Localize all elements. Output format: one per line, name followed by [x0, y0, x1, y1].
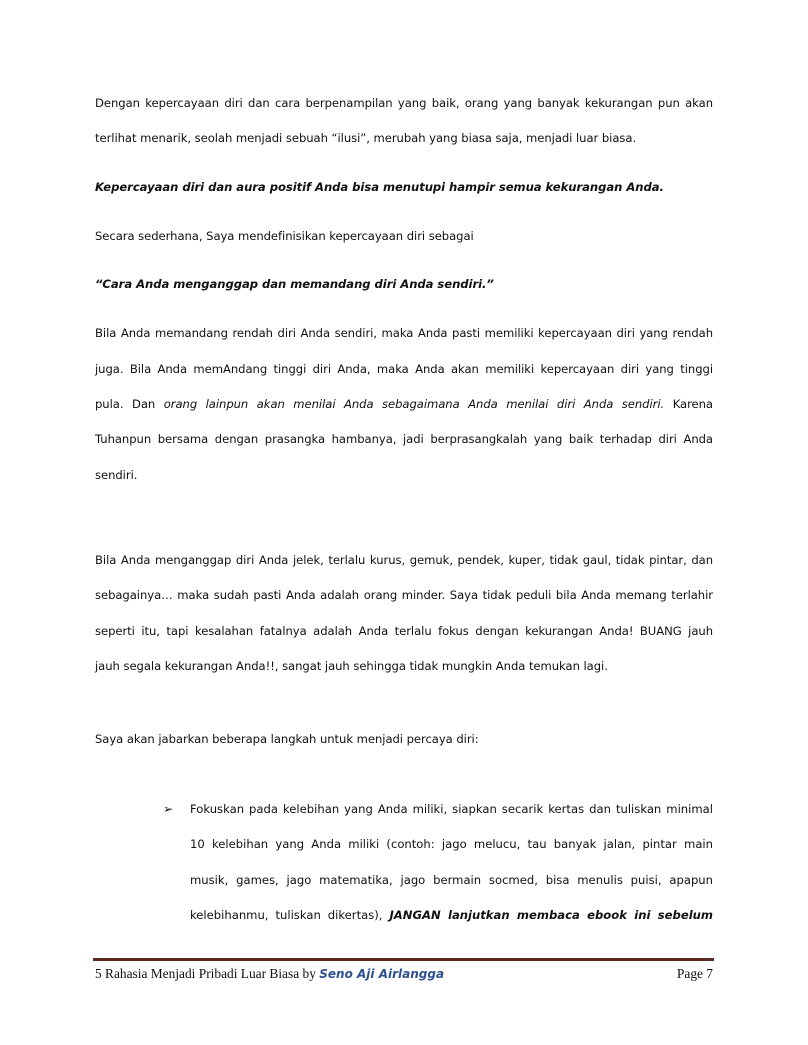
- footer-divider: [93, 958, 714, 961]
- definition-intro: Secara sederhana, Saya mendefinisikan kepercayaan diri sebagai: [95, 229, 474, 243]
- paragraph-2-line-3-end: Karena: [664, 397, 713, 411]
- footer-title: [95, 966, 444, 982]
- bullet-line-3: musik, games, jago matematika, jago bermain socmed, bisa menulis puisi, apapun: [190, 873, 713, 887]
- paragraph-2-line-1: Bila Anda memandang rendah diri Anda sendiri, maka Anda pasti memiliki kepercayaan diri yang rendah: [95, 326, 713, 340]
- paragraph-3-line-2: sebagainya… maka sudah pasti Anda adalah orang minder. Saya tidak peduli bila Anda memang terlahir: [95, 588, 713, 602]
- arrow-bullet-icon: ➢: [163, 802, 174, 816]
- definition-quote: “Cara Anda menganggap dan memandang diri Anda sendiri.”: [95, 277, 494, 291]
- bullet-line-4-start: kelebihanmu, tuliskan dikertas),: [190, 908, 390, 922]
- paragraph-2-line-3: [95, 397, 713, 411]
- bullet-line-4-emphasis: JANGAN lanjutkan membaca ebook ini sebelum: [389, 908, 713, 922]
- bullet-line-1: Fokuskan pada kelebihan yang Anda miliki, siapkan secarik kertas dan tuliskan minimal: [190, 802, 713, 816]
- bullet-line-4: [190, 908, 713, 922]
- page-number: Page 7: [676, 966, 713, 981]
- bullet-line-2: 10 kelebihan yang Anda miliki (contoh: jago melucu, tau banyak jalan, pintar main: [190, 837, 713, 851]
- emphasis-statement: Kepercayaan diri dan aura positif Anda bisa menutupi hampir semua kekurangan Anda.: [95, 180, 664, 194]
- footer-title-text: 5 Rahasia Menjadi Pribadi Luar Biasa by: [95, 966, 320, 981]
- footer-author: Seno Aji Airlangga: [319, 967, 445, 981]
- paragraph-3-line-1: Bila Anda menganggap diri Anda jelek, terlalu kurus, gemuk, pendek, kuper, tidak gaul, tidak pintar, dan: [95, 553, 713, 567]
- paragraph-3-line-4: jauh segala kekurangan Anda!!, sangat jauh sehingga tidak mungkin Anda temukan lagi.: [95, 659, 608, 673]
- paragraph-3-line-3: seperti itu, tapi kesalahan fatalnya adalah Anda terlalu fokus dengan kekurangan Anda! BUANG jauh: [95, 624, 713, 638]
- paragraph-2-line-4: Tuhanpun bersama dengan prasangka hambanya, jadi berprasangkalah yang baik terhadap diri Anda: [95, 432, 713, 446]
- paragraph-1-line-2: terlihat menarik, seolah menjadi sebuah “ilusi”, merubah yang biasa saja, menjadi luar biasa.: [95, 131, 637, 145]
- paragraph-2-italic-phrase: orang lainpun akan menilai Anda sebagaimana Anda menilai diri Anda sendiri.: [163, 397, 665, 411]
- steps-intro: Saya akan jabarkan beberapa langkah untuk menjadi percaya diri:: [95, 732, 479, 746]
- paragraph-1-line-1: Dengan kepercayaan diri dan cara berpenampilan yang baik, orang yang banyak kekurangan pun akan: [95, 96, 713, 110]
- paragraph-2-line-2: juga. Bila Anda memAndang tinggi diri Anda, maka Anda akan memiliki kepercayaan diri yang tinggi: [95, 362, 713, 376]
- paragraph-2-line-5: sendiri.: [95, 468, 138, 482]
- paragraph-2-line-3-start: pula. Dan: [95, 397, 164, 411]
